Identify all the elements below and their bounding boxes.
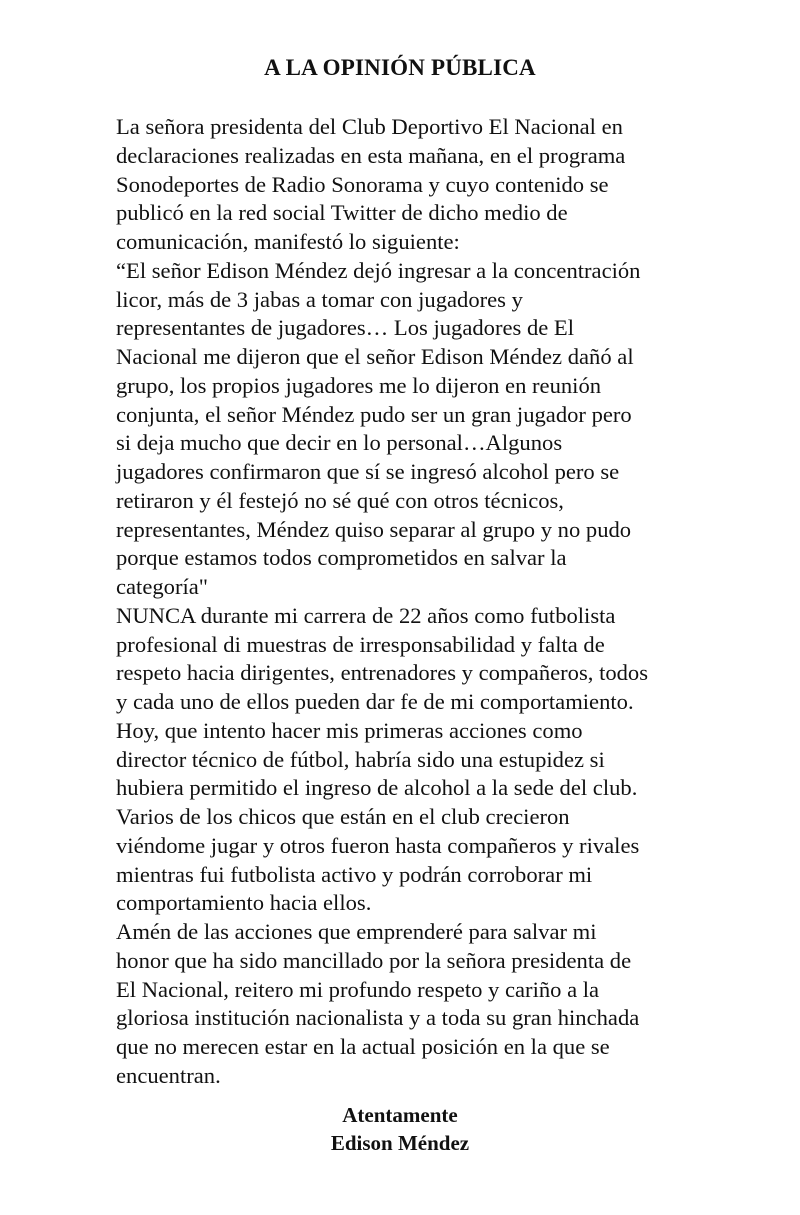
document-title: A LA OPINIÓN PÚBLICA (264, 55, 536, 80)
document-body (116, 113, 716, 1091)
paragraph-intro: La señora presidenta del Club Deportivo El Nacional en declaraciones realizadas en esta mañana, en el programa Sonodeportes de Radio Sonorama y cuyo contenido se publicó en la red social Twitter de dicho medio de comunicación, manifestó lo siguiente: (116, 114, 626, 254)
paragraph-career: NUNCA durante mi carrera de 22 años como futbolista profesional di muestras de irresponsabilidad y falta de respeto hacia dirigentes, entrenadores y compañeros, todos y cada uno de ellos pueden dar fe de mi comportamiento. (116, 602, 649, 714)
signer-name: Edison Méndez (330, 1131, 470, 1155)
signature-block (0, 1101, 800, 1157)
closing-text: Atentamente (342, 1103, 458, 1127)
paragraph-quote: “El señor Edison Méndez dejó ingresar a la concentración licor, más de 3 jabas a tomar con jugadores y representantes de jugadores… Los jugadores de El Nacional me dijeron que el señor Edison Méndez dañó al grupo, los propios jugadores me lo dijeron en reunión conjunta, el señor Méndez pudo ser un gran jugador pero si deja mucho que decir en lo personal…Algunos jugadores confirmaron que sí se ingresó alcohol pero se retiraron y él festejó no sé qué con otros técnicos, representantes, Méndez quiso separar al grupo y no pudo porque estamos todos comprometidos en salvar la categoría" (116, 257, 641, 599)
paragraph-honor: Amén de las acciones que emprenderé para salvar mi honor que ha sido mancillado por la señora presidenta de El Nacional, reitero mi profundo respeto y cariño a la gloriosa institución nacionalista y a toda su gran hinchada que no merecen estar en la actual posición en la que se encuentran. (116, 919, 640, 1088)
paragraph-coaching: Hoy, que intento hacer mis primeras acciones como director técnico de fútbol, habría sido una estupidez si hubiera permitido el ingreso de alcohol a la sede del club. (116, 717, 638, 801)
paragraph-players: Varios de los chicos que están en el club crecieron viéndome jugar y otros fueron hasta compañeros y rivales mientras fui futbolista activo y podrán corroborar mi comportamiento hacia ellos. (116, 804, 640, 916)
